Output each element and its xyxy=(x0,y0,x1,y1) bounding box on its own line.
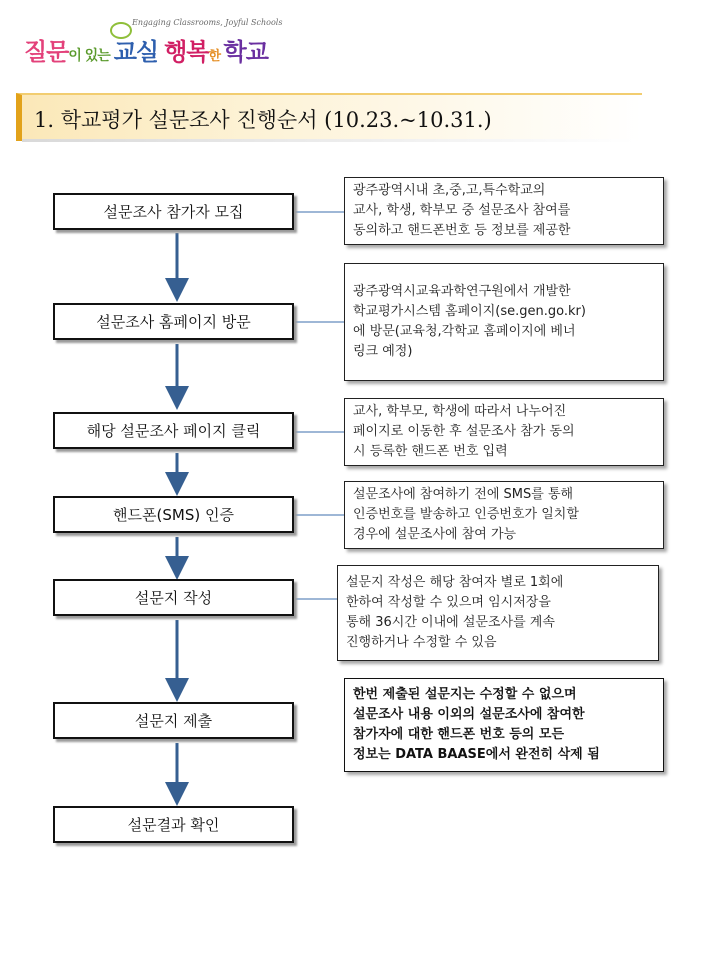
step-check-results: 설문결과 확인 xyxy=(53,806,294,843)
note-visit-homepage: 광주광역시교육과학연구원에서 개발한 학교평가시스템 홈페이지(se.gen.go.kr) 에 방문(교육청,각학교 홈페이지에 베너 링크 예정) xyxy=(344,263,664,381)
logo-part: 교실 xyxy=(113,38,159,66)
page-title: 1. 학교평가 설문조사 진행순서 (10.23.~10.31.) xyxy=(34,108,492,132)
logo-part: 질문 xyxy=(24,38,69,66)
logo-part: 학교 xyxy=(223,38,268,66)
logo-part: 이 있는 xyxy=(68,48,114,64)
logo-part: 한 xyxy=(208,49,224,64)
note-sms-verification: 설문조사에 참여하기 전에 SMS를 통해 인증번호를 발송하고 인증번호가 일치할 경우에 설문조사에 참여 가능 xyxy=(344,481,664,549)
step-write-survey: 설문지 작성 xyxy=(53,579,294,616)
logo-tagline: Engaging Classrooms, Joyful Schools xyxy=(132,18,283,27)
note-submit-survey: 한번 제출된 설문지는 수정할 수 없으며 설문조사 내용 이외의 설문조사에 참여한 참가자에 대한 핸드폰 번호 등의 모든 정보는 DATA BAASE에서 완전히 삭제 됨 xyxy=(344,678,664,772)
step-click-survey-page: 해당 설문조사 페이지 클릭 xyxy=(53,412,294,449)
step-recruit: 설문조사 참가자 모집 xyxy=(53,193,294,230)
step-sms-verification: 핸드폰(SMS) 인증 xyxy=(53,496,294,533)
step-visit-homepage: 설문조사 홈페이지 방문 xyxy=(53,303,294,340)
logo-part: 행복 xyxy=(164,38,209,66)
note-click-survey-page: 교사, 학부모, 학생에 따라서 나누어진 페이지로 이동한 후 설문조사 참가 동의 시 등록한 핸드폰 번호 입력 xyxy=(344,398,664,466)
note-write-survey: 설문지 작성은 해당 참여자 별로 1회에 한하여 작성할 수 있으며 임시저장을 통해 36시간 이내에 설문조사를 계속 진행하거나 수정할 수 있음 xyxy=(337,565,659,661)
note-recruit: 광주광역시내 초,중,고,특수학교의 교사, 학생, 학부모 중 설문조사 참여를 동의하고 핸드폰번호 등 정보를 제공한 xyxy=(344,177,664,245)
step-submit-survey: 설문지 제출 xyxy=(53,702,294,739)
